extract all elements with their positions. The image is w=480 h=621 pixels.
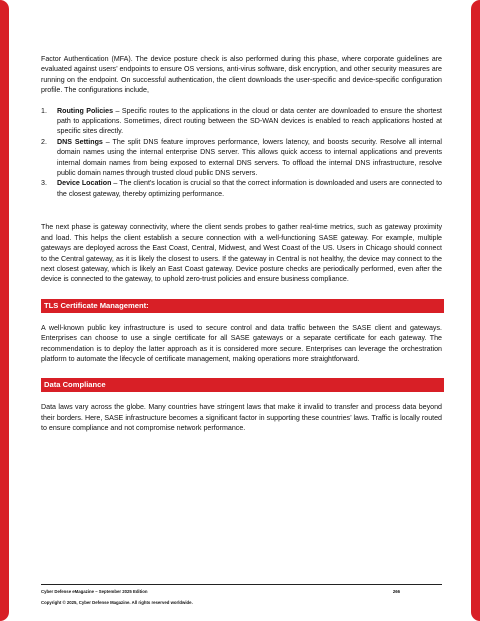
footer-page-number: 266	[392, 589, 400, 594]
list-item-term: Device Location	[57, 179, 112, 188]
list-item-number: 1.	[41, 106, 47, 115]
section-heading-data-compliance: Data Compliance	[41, 378, 444, 392]
list-item-term: DNS Settings	[57, 137, 103, 146]
list-item-text: – Specific routes to the applications in the cloud or data center are downloaded to ensure the shortest path to applications. Sometimes, direct routing between the SD-WAN devices is enabled to reach applications hosted at specific sites directly.	[57, 106, 442, 136]
page-footer	[41, 584, 442, 607]
gateway-paragraph: The next phase is gateway connectivity, where the client sends probes to gather real-time metrics, such as gateway proximity and load. This helps the client establish a secure connection with a well-functioning SASE gateway. For example, multiple gateways are deployed across the East Coast, Central, Midwest, and West Coast of the US. Users in Chicago should connect to the Central gateway, as it is likely the closest to users. If the gateway in Central is not healthy, the device may connect to the next closest gateway, which is likely an East Coast gateway. Device posture checks are periodically performed, even after the device is connected to the gateway, to uphold zero-trust policies and ensure business compliance.	[41, 223, 442, 284]
list-item	[41, 106, 442, 137]
footer-copyright: Copyright © 2025, Cyber Defense Magazine. All rights reserved worldwide.	[41, 600, 193, 605]
left-edge-bar	[0, 0, 9, 621]
list-item-number: 3.	[41, 179, 47, 188]
configuration-list	[41, 106, 442, 200]
list-item	[41, 137, 442, 179]
list-item-text: – The split DNS feature improves performance, lowers latency, and boosts security. Resolve all internal domain names using the internal enterprise DNS server. This allows quick access to internal applications and prevents internal domain names from being exposed to external DNS servers. To offload the internal DNS infrastructure, resolve public domain names through trusted cloud public DNS servers.	[57, 137, 442, 178]
list-item	[41, 178, 443, 199]
article-body	[41, 54, 442, 434]
footer-publication: Cyber Defense eMagazine – September 2025 Edition	[41, 589, 148, 594]
intro-paragraph: Factor Authentication (MFA). The device posture check is also performed during this phase, where corporate guidelines are evaluated against users’ endpoints to ensure OS versions, anti-virus software, disk encryption, and other security measures are running on the endpoint. On successful authentication, the client downloads the user-specific and device-specific configuration profile. The configurations include,	[41, 55, 442, 95]
list-item-term: Routing Policies	[57, 106, 114, 115]
list-item-number: 2.	[41, 137, 47, 146]
right-edge-bar	[471, 0, 480, 621]
list-item-text: – The client's location is crucial so that the correct information is downloaded and users are connected to the closest gateway, thereby optimizing performance.	[57, 179, 443, 198]
section-body-tls: A well-known public key infrastructure is used to secure control and data traffic between the SASE client and gateways. Enterprises can choose to use a single certificate for all SASE gateways or a separate certificate for each gateway. The recommendation is to deploy the latter approach as it is considered more secure. Enterprises can leverage the orchestration platform to automate the lifecycle of certificate management, making operations more straightforward.	[41, 323, 442, 363]
section-heading-tls: TLS Certificate Management:	[41, 299, 444, 313]
section-body-data-compliance: Data laws vary across the globe. Many countries have stringent laws that make it invalid to transfer and process data beyond their borders. Here, SASE infrastructure becomes a significant factor in supporting these countries’ laws. Traffic is locally routed to ensure compliance and not compromise network performance.	[41, 403, 442, 433]
